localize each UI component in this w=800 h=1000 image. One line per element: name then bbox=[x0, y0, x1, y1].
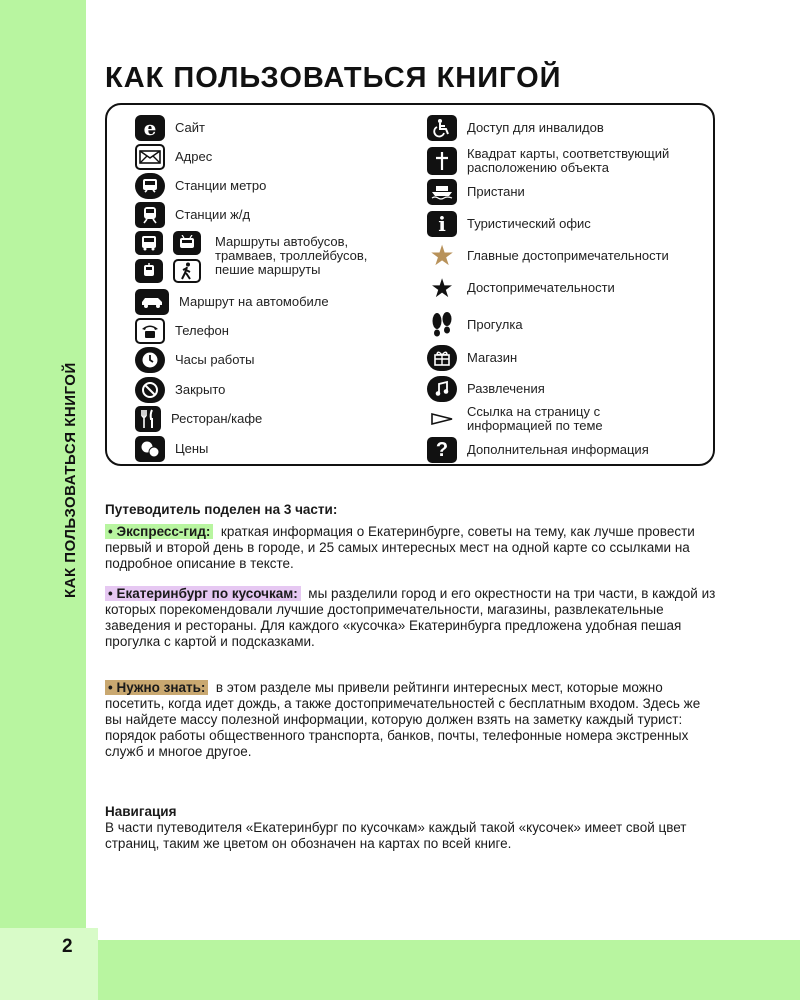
legend-item-address: Адрес bbox=[135, 144, 212, 170]
legend-item-piers: Пристани bbox=[427, 179, 525, 205]
metro-icon bbox=[135, 173, 165, 199]
train-icon bbox=[135, 202, 165, 228]
section-text-pieces: мы разделили город и его окрестности на три части, в каждой из которых порекомендовали лучшие достопримечательности, магазины, развлекательные заведения и рестораны. Для каждого «кусочка» Екатеринбурга предложена удобная пешая прогулка с картой и подсказками. bbox=[105, 586, 716, 649]
telephone-icon bbox=[135, 318, 165, 344]
legend-item-entertainment: Развлечения bbox=[427, 376, 545, 402]
legend-item-closed: Закрыто bbox=[135, 377, 225, 403]
map-square-icon bbox=[427, 147, 457, 175]
legend-item-phone: Телефон bbox=[135, 318, 229, 344]
section-text-need-to-know: в этом разделе мы привели рейтинги интересных мест, которые можно посетить, когда идет дождь, а также достопримечательностей с бесплатным входом. Здесь же вы найдете массу полезной информации, которую должен взять на заметку каждый турист: порядок работы общественного транспорта, банков, почты, телефонные номера экстренных служб и многое другое. bbox=[105, 680, 701, 759]
bus-icon bbox=[135, 231, 163, 255]
section-label-pieces: • Екатеринбург по кусочкам: bbox=[105, 586, 301, 601]
section-label-need-to-know: • Нужно знать: bbox=[105, 680, 208, 695]
intro-heading: Путеводитель поделен на 3 части: bbox=[105, 502, 338, 517]
clock-icon bbox=[135, 347, 165, 373]
closed-icon bbox=[135, 377, 165, 403]
legend-item-restaurant: Ресторан/кафе bbox=[135, 406, 262, 432]
ferry-icon bbox=[427, 179, 457, 205]
page-title: КАК ПОЛЬЗОВАТЬСЯ КНИГОЙ bbox=[105, 62, 562, 94]
section-text-express: краткая информация о Екатеринбурге, советы на тему, как лучше провести первый и второй день в городе, и 25 самых интересных мест на одной карте со ссылками на подробное описание в тексте. bbox=[105, 524, 695, 571]
info-icon: i bbox=[427, 211, 457, 237]
legend-item-sights: ★ Достопримечательности bbox=[427, 275, 615, 301]
section-city-pieces bbox=[105, 586, 717, 650]
icon-legend bbox=[105, 103, 715, 466]
navigation-heading: Навигация bbox=[105, 804, 177, 819]
restaurant-icon bbox=[135, 406, 161, 432]
legend-item-accessibility: Доступ для инвалидов bbox=[427, 115, 604, 141]
page-number-box bbox=[0, 928, 98, 1000]
gold-star-icon: ★ bbox=[429, 240, 455, 271]
walking-icon bbox=[173, 259, 201, 283]
envelope-icon bbox=[135, 144, 165, 170]
page-number: 2 bbox=[62, 936, 73, 957]
music-icon bbox=[427, 376, 457, 402]
legend-item-shop: Магазин bbox=[427, 345, 517, 371]
e-icon: e bbox=[135, 115, 165, 141]
legend-item-walk: Прогулка bbox=[427, 310, 523, 340]
question-icon: ? bbox=[427, 437, 457, 463]
section-express-guide bbox=[105, 524, 717, 572]
legend-item-railway: Станции ж/д bbox=[135, 202, 250, 228]
legend-item-site: e Сайт bbox=[135, 115, 205, 141]
legend-item-car-route: Маршрут на автомобиле bbox=[135, 289, 329, 315]
prices-icon bbox=[135, 436, 165, 462]
legend-item-tourist-office: i Туристический офис bbox=[427, 211, 591, 237]
tram-icon bbox=[135, 259, 163, 283]
legend-item-map-square: Квадрат карты, соответствующий расположению объекта bbox=[427, 147, 702, 175]
legend-item-extra-info: ? Дополнительная информация bbox=[427, 437, 649, 463]
legend-item-page-link: Ссылка на страницу с информацией по теме bbox=[427, 405, 637, 433]
legend-item-prices: Цены bbox=[135, 436, 208, 462]
section-need-to-know bbox=[105, 680, 717, 760]
star-icon: ★ bbox=[430, 273, 454, 303]
legend-item-transit-routes: Маршруты автобусов, трамваев, троллейбусов, пешие маршруты bbox=[135, 231, 400, 283]
section-label-express: • Экспресс-гид: bbox=[105, 524, 213, 539]
page-link-icon bbox=[427, 406, 457, 432]
trolleybus-icon bbox=[173, 231, 201, 255]
legend-item-main-sights: ★ Главные достопримечательности bbox=[427, 243, 669, 269]
gift-icon bbox=[427, 345, 457, 371]
legend-item-metro: Станции метро bbox=[135, 173, 266, 199]
transit-icons bbox=[135, 231, 203, 283]
bottom-color-bar bbox=[86, 940, 800, 1000]
footprints-icon bbox=[427, 310, 457, 340]
legend-item-hours: Часы работы bbox=[135, 347, 255, 373]
wheelchair-icon bbox=[427, 115, 457, 141]
navigation-text: В части путеводителя «Екатеринбург по кусочкам» каждый такой «кусочек» имеет свой цвет страниц, таким же цветом он обозначен на картах по всей книге. bbox=[105, 820, 687, 851]
side-title: КАК ПОЛЬЗОВАТЬСЯ КНИГОЙ bbox=[62, 362, 79, 598]
car-icon bbox=[135, 289, 169, 315]
